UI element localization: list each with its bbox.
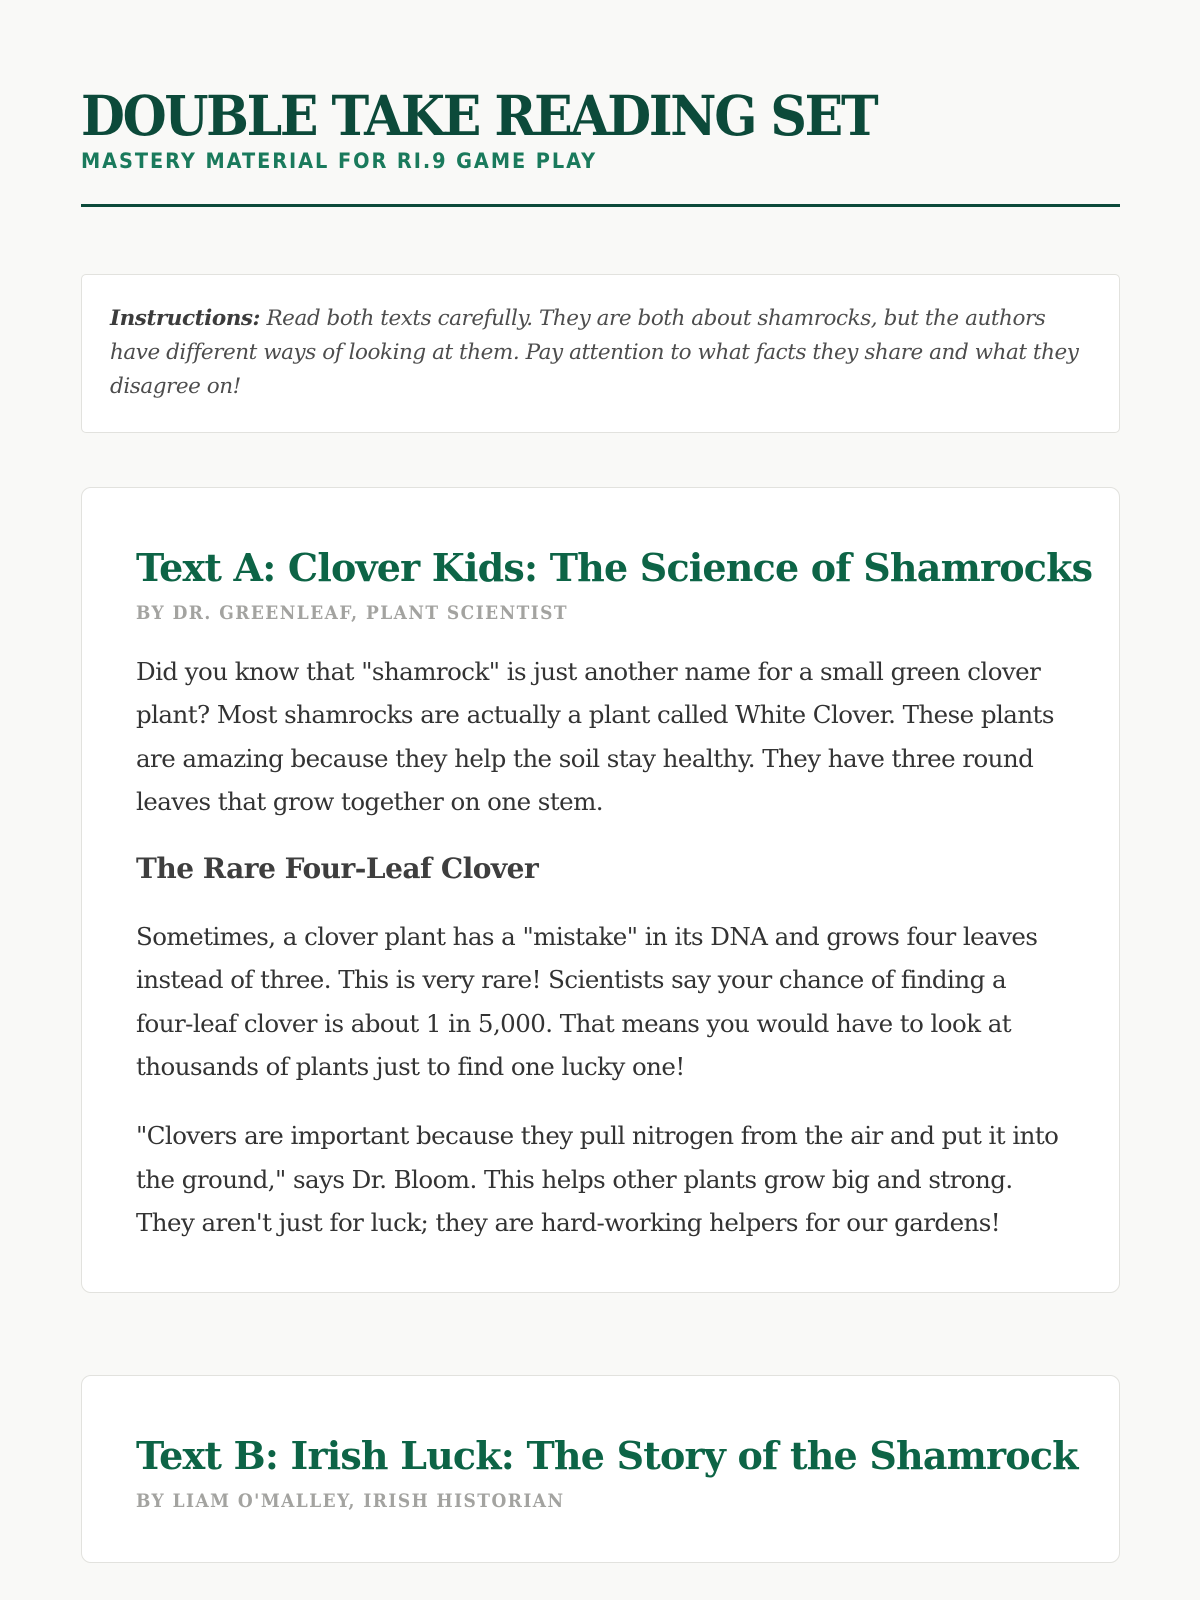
instructions-text: Read both texts carefully. They are both about shamrocks, but the authors have different ways of looking at them. Pay attention to what facts they share and what they disagree on! [110,306,1079,399]
text-b-card [81,1375,1120,1563]
text-a-subheading: The Rare Four-Leaf Clover [136,852,539,886]
text-a-paragraph-3: "Clovers are important because they pull nitrogen from the air and put it into the ground," says Dr. Bloom. This helps other plants grow big and strong. They aren't just for luck; they are hard-working helpers for our gardens! [136,1121,1059,1237]
text-a-card [81,487,1120,1293]
text-a-paragraph-2: Sometimes, a clover plant has a "mistake" in its DNA and grows four leaves instead of three. This is very rare! Scientists say your chance of finding a four-leaf clover is about 1 in 5,000. That means you would have to look at thousands of plants just to find one lucky one! [136,922,1038,1082]
instructions-label: Instructions: [110,306,261,331]
text-a-byline: BY DR. GREENLEAF, PLANT SCIENTIST [136,603,569,624]
page-title: DOUBLE TAKE READING SET [81,83,877,148]
text-a-paragraph-1: Did you know that "shamrock" is just another name for a small green clover plant? Most shamrocks are actually a plant called White Clover. These plants are amazing because they help the soil stay healthy. They have three round leaves that grow together on one stem. [136,657,1054,816]
text-b-byline: BY LIAM O'MALLEY, IRISH HISTORIAN [136,1491,565,1513]
page [81,0,1120,1563]
masthead [81,0,1120,207]
text-a-title: Text A: Clover Kids: The Science of Shamrocks [136,545,1093,590]
page-subtitle: MASTERY MATERIAL FOR RI.9 GAME PLAY [81,149,598,173]
text-b-title: Text B: Irish Luck: The Story of the Shamrock [136,1433,1078,1479]
instructions-box [81,274,1120,433]
